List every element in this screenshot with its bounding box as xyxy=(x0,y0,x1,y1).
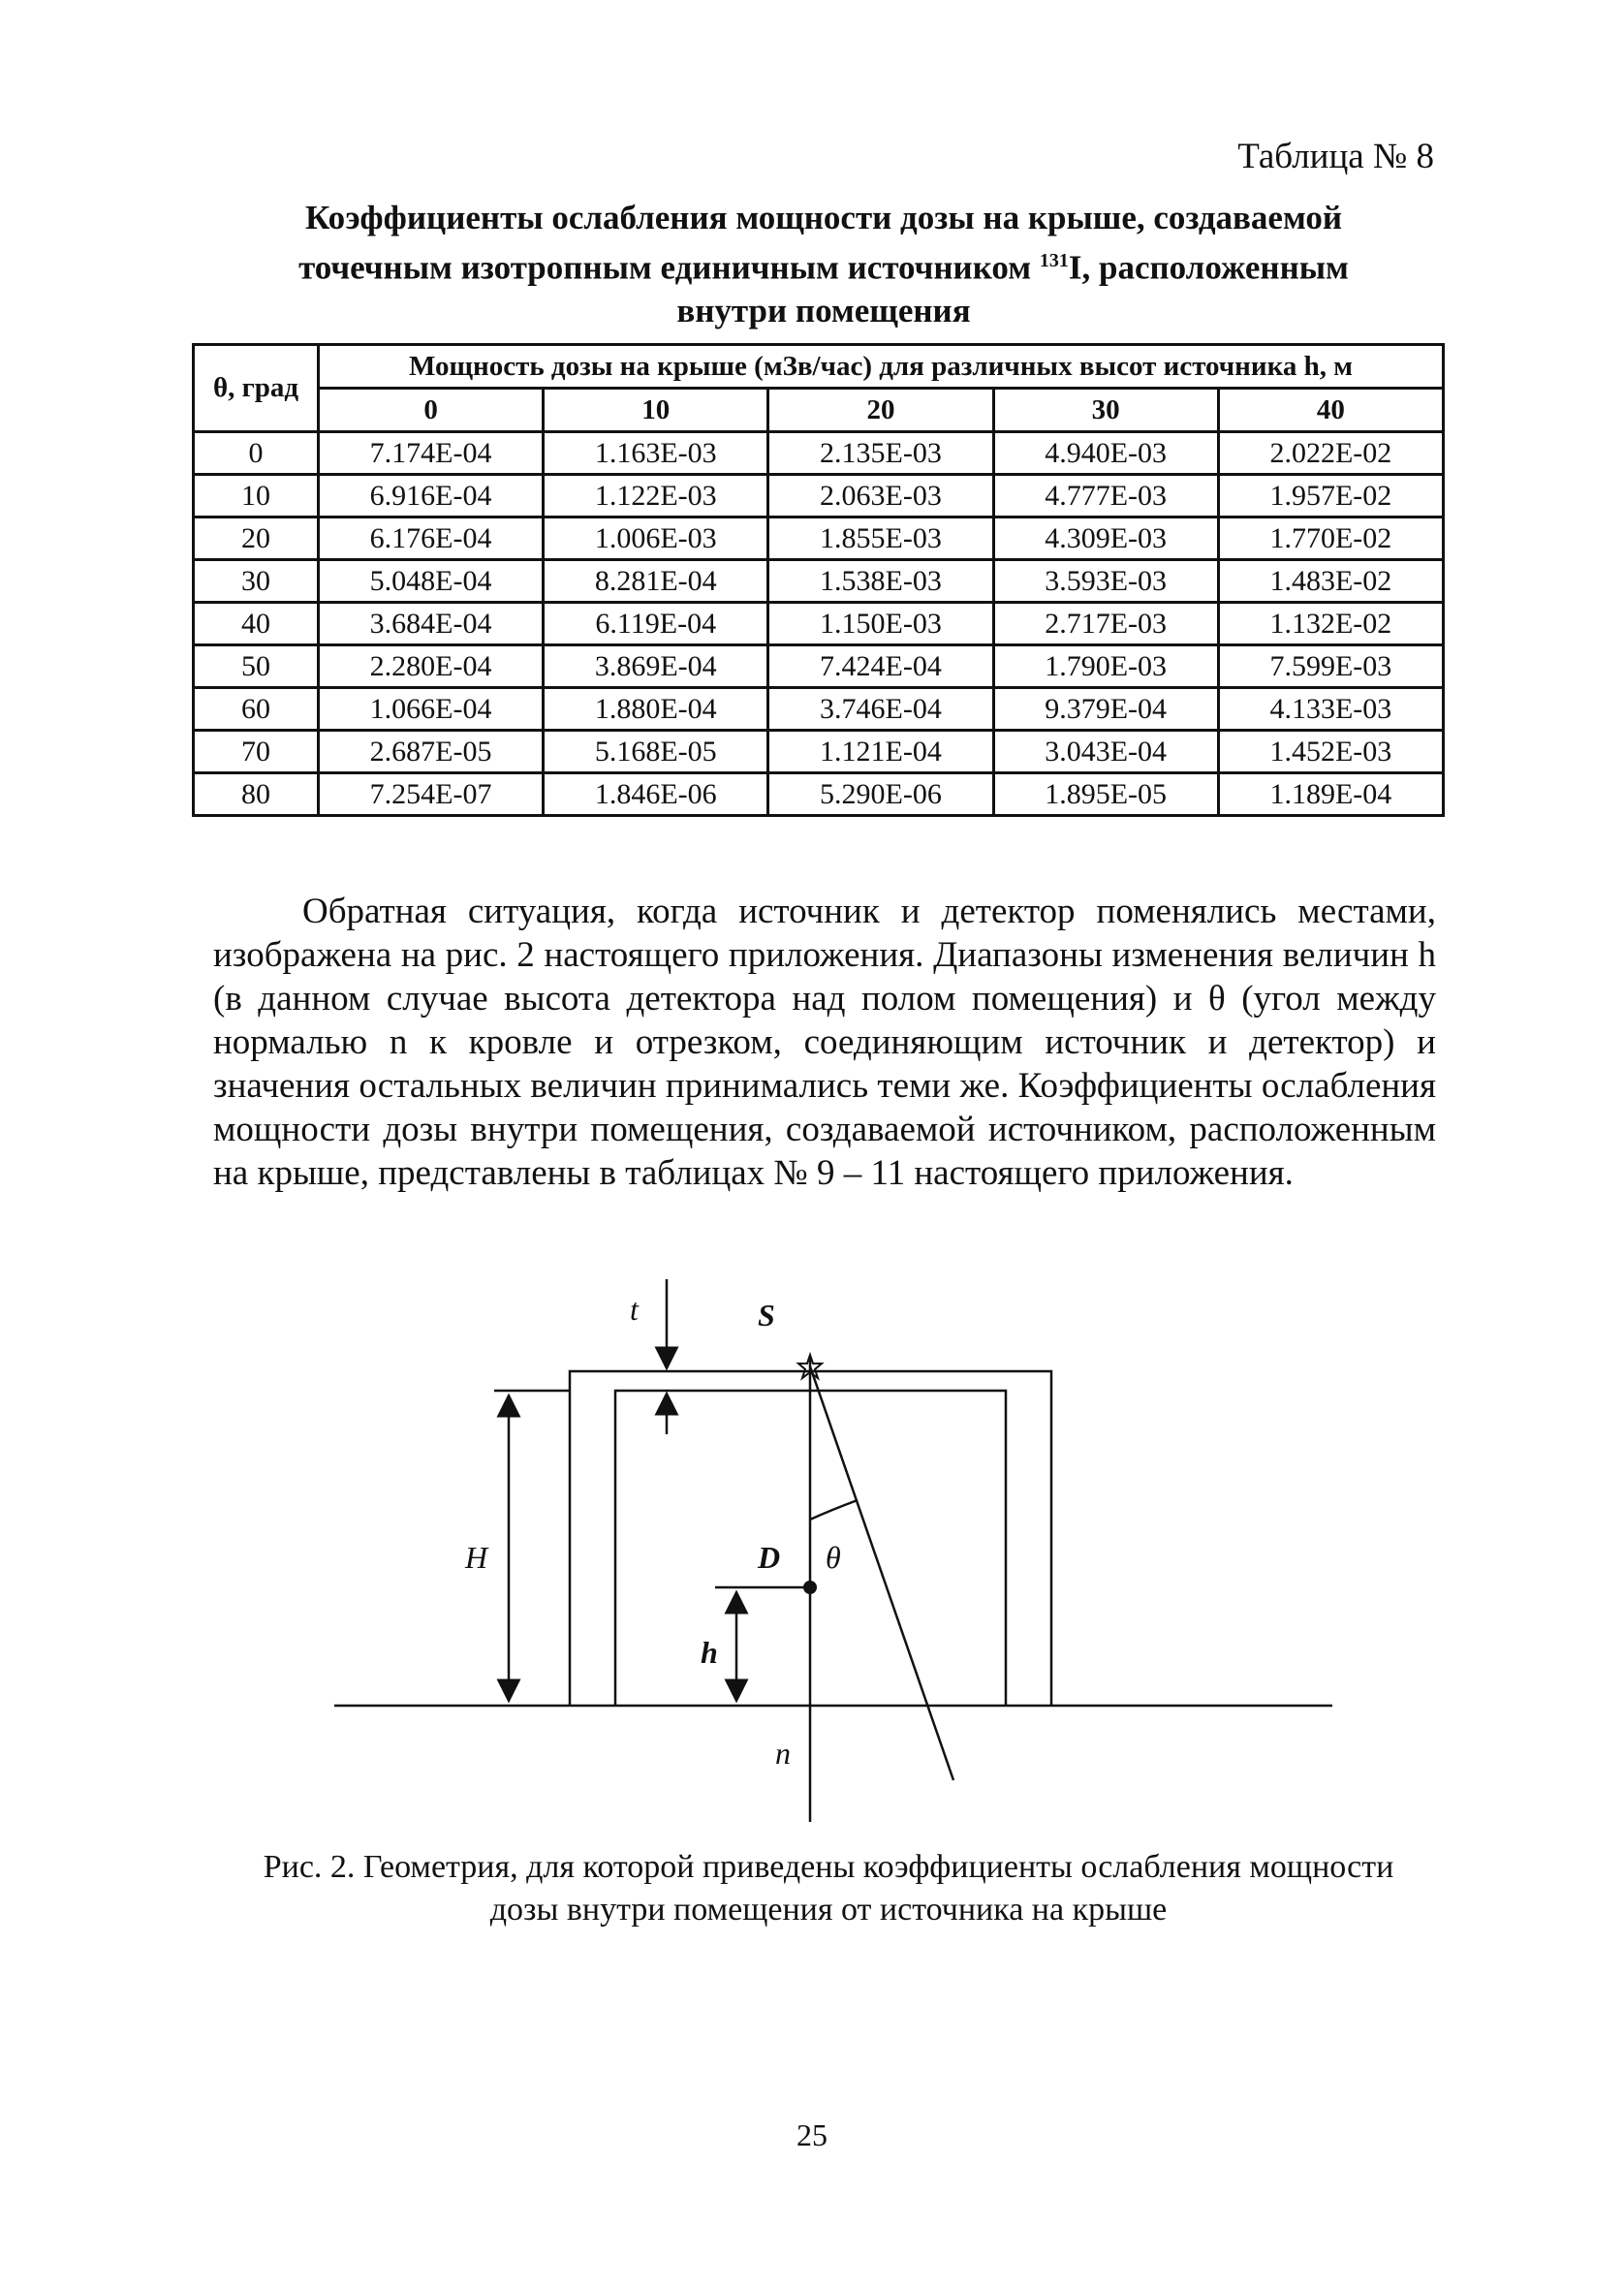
table-row xyxy=(194,645,1444,688)
dose-rate-cell: 4.940E-03 xyxy=(993,432,1218,475)
table-number-label: Таблица № 8 xyxy=(1237,137,1434,176)
table-header-row xyxy=(194,345,1444,389)
label-theta: θ xyxy=(826,1540,841,1575)
label-h: h xyxy=(701,1635,718,1670)
body-paragraph: Обратная ситуация, когда источник и детектор поменялись местами, изображена на рис. 2 настоящего приложения. Диапазоны изменения величин h (в данном случае высота детектора над полом помещения) и θ (угол между нормалью n к кровле и отрезком, соединяющим источник и детектор) и значения остальных величин принимались теми же. Коэффициенты ослабления мощности дозы внутри помещения, создаваемой источником, расположенным на крыше, представлены в таблицах № 9 – 11 настоящего приложения. xyxy=(213,892,1436,1193)
title-line-2-end: I, расположенным xyxy=(1068,248,1349,287)
theta-cell: 10 xyxy=(194,475,319,517)
dose-rate-cell: 2.280E-04 xyxy=(319,645,544,688)
dose-rate-cell: 7.424E-04 xyxy=(768,645,993,688)
dose-rate-cell: 1.895E-05 xyxy=(993,773,1218,816)
title-line-2 xyxy=(208,239,1439,290)
height-header: 0 xyxy=(319,389,544,432)
title-line-3: внутри помещения xyxy=(676,291,971,329)
dose-rate-cell: 5.290E-06 xyxy=(768,773,993,816)
table-row xyxy=(194,688,1444,731)
dose-rate-cell: 1.483E-02 xyxy=(1218,560,1443,603)
height-header: 20 xyxy=(768,389,993,432)
geometry-diagram xyxy=(329,1260,1337,1841)
label-H: H xyxy=(465,1540,488,1575)
dose-rate-cell: 4.133E-03 xyxy=(1218,688,1443,731)
dose-rate-cell: 1.121E-04 xyxy=(768,731,993,773)
dose-rate-cell: 9.379E-04 xyxy=(993,688,1218,731)
dose-rate-cell: 1.189E-04 xyxy=(1218,773,1443,816)
table-body xyxy=(194,432,1444,816)
angle-arc xyxy=(810,1500,858,1520)
dose-rate-cell: 1.452E-03 xyxy=(1218,731,1443,773)
label-t: t xyxy=(630,1292,639,1327)
title-line-2-start: точечным изотропным единичным источником xyxy=(298,248,1040,287)
isotope-mass-number: 131 xyxy=(1039,250,1069,271)
caption-line-1: Рис. 2. Геометрия, для которой приведены коэффициенты ослабления мощности xyxy=(263,1849,1394,1885)
heights-header-row xyxy=(194,389,1444,432)
dose-rate-cell: 1.132E-02 xyxy=(1218,603,1443,645)
table-row xyxy=(194,603,1444,645)
dose-rate-cell: 1.770E-02 xyxy=(1218,517,1443,560)
dose-rate-cell: 1.855E-03 xyxy=(768,517,993,560)
dose-rate-cell: 1.790E-03 xyxy=(993,645,1218,688)
dose-rate-cell: 7.599E-03 xyxy=(1218,645,1443,688)
dose-rate-cell: 3.869E-04 xyxy=(544,645,768,688)
label-D: D xyxy=(758,1540,781,1575)
label-S: S xyxy=(758,1298,775,1333)
dose-rate-cell: 6.176E-04 xyxy=(319,517,544,560)
dose-rate-cell: 1.880E-04 xyxy=(544,688,768,731)
dose-rate-cell: 6.119E-04 xyxy=(544,603,768,645)
table-row xyxy=(194,517,1444,560)
label-n: n xyxy=(775,1736,791,1771)
height-header: 30 xyxy=(993,389,1218,432)
dose-rate-cell: 1.006E-03 xyxy=(544,517,768,560)
dose-rate-cell: 5.048E-04 xyxy=(319,560,544,603)
height-header: 10 xyxy=(544,389,768,432)
table-row xyxy=(194,475,1444,517)
theta-cell: 20 xyxy=(194,517,319,560)
dose-rate-cell: 2.717E-03 xyxy=(993,603,1218,645)
table-row xyxy=(194,731,1444,773)
title-line-1: Коэффициенты ослабления мощности дозы на крыше, создаваемой xyxy=(304,199,1343,236)
dose-rate-cell: 5.168E-05 xyxy=(544,731,768,773)
page-number: 25 xyxy=(796,2117,828,2152)
detector-point xyxy=(803,1581,817,1594)
theta-cell: 0 xyxy=(194,432,319,475)
caption-line-2: дозы внутри помещения от источника на крыше xyxy=(489,1892,1168,1928)
dose-rate-cell: 2.687E-05 xyxy=(319,731,544,773)
dose-rate-cell: 6.916E-04 xyxy=(319,475,544,517)
dose-rate-cell: 1.957E-02 xyxy=(1218,475,1443,517)
dose-rate-cell: 1.066E-04 xyxy=(319,688,544,731)
height-header: 40 xyxy=(1218,389,1443,432)
dose-rate-cell: 1.538E-03 xyxy=(768,560,993,603)
dose-rate-cell: 1.122E-03 xyxy=(544,475,768,517)
dose-rate-cell: 7.254E-07 xyxy=(319,773,544,816)
dose-rate-cell: 7.174E-04 xyxy=(319,432,544,475)
dose-rate-cell: 1.846E-06 xyxy=(544,773,768,816)
theta-cell: 60 xyxy=(194,688,319,731)
dose-rate-cell: 1.163E-03 xyxy=(544,432,768,475)
dose-rate-cell: 4.777E-03 xyxy=(993,475,1218,517)
dose-rate-cell: 2.063E-03 xyxy=(768,475,993,517)
theta-column-header: θ, град xyxy=(194,345,319,432)
theta-cell: 50 xyxy=(194,645,319,688)
dose-rate-cell: 3.043E-04 xyxy=(993,731,1218,773)
table-row xyxy=(194,432,1444,475)
dose-rate-cell: 8.281E-04 xyxy=(544,560,768,603)
theta-cell: 70 xyxy=(194,731,319,773)
theta-cell: 30 xyxy=(194,560,319,603)
theta-cell: 80 xyxy=(194,773,319,816)
dose-rate-cell: 3.593E-03 xyxy=(993,560,1218,603)
dose-rate-cell: 2.135E-03 xyxy=(768,432,993,475)
theta-cell: 40 xyxy=(194,603,319,645)
dose-rate-cell: 1.150E-03 xyxy=(768,603,993,645)
figure-caption xyxy=(203,1846,1453,1931)
table-title xyxy=(208,197,1439,332)
dose-rate-group-header: Мощность дозы на крыше (мЗв/час) для различных высот источника h, м xyxy=(319,345,1444,389)
table-row xyxy=(194,560,1444,603)
dose-rate-table xyxy=(192,343,1445,817)
dose-rate-cell: 2.022E-02 xyxy=(1218,432,1443,475)
dose-rate-cell: 3.684E-04 xyxy=(319,603,544,645)
table-row xyxy=(194,773,1444,816)
dose-rate-cell: 4.309E-03 xyxy=(993,517,1218,560)
dose-rate-cell: 3.746E-04 xyxy=(768,688,993,731)
